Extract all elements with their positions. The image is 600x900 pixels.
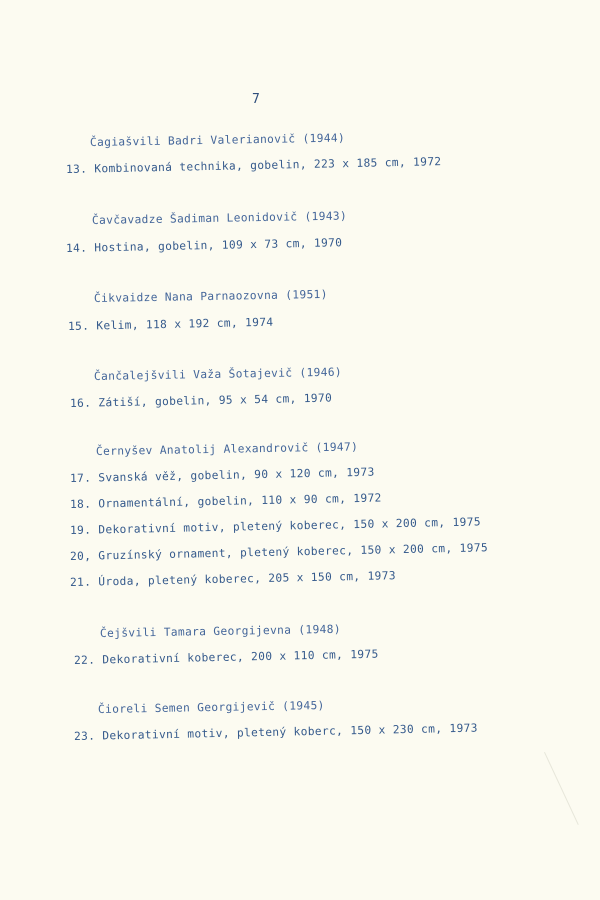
author-name: Čagiašvili Badri Valerianovič (1944) <box>89 131 346 149</box>
work-item: 17. Svanská věž, gobelin, 90 x 120 cm, 1973 <box>69 465 375 485</box>
work-item: 23. Dekorativní motiv, pletený koberc, 150 x 230 cm, 1973 <box>73 721 478 743</box>
author-name: Černyšev Anatolij Alexandrovič (1947) <box>95 440 359 458</box>
work-item: 16. Zátiší, gobelin, 95 x 54 cm, 1970 <box>69 391 333 410</box>
work-item: 15. Kelim, 118 x 192 cm, 1974 <box>67 315 274 333</box>
author-name: Čikvaidze Nana Parnaozovna (1951) <box>93 287 328 305</box>
author-name: Čioreli Semen Georgijevič (1945) <box>97 699 325 716</box>
author-name: Čejšvili Tamara Georgijevna (1948) <box>99 622 341 640</box>
page-number: 7 <box>252 92 260 107</box>
work-item: 22. Dekorativní koberec, 200 x 110 cm, 1975 <box>73 647 379 667</box>
work-item: 19. Dekorativní motiv, pletený koberec, 150 x 200 cm, 1975 <box>69 515 482 537</box>
work-item: 14. Hostina, gobelin, 109 x 73 cm, 1970 <box>65 236 343 255</box>
author-name: Čavčavadze Šadiman Leonidovič (1943) <box>91 209 348 227</box>
work-item: 21. Úroda, pletený koberec, 205 x 150 cm, 1973 <box>69 569 397 589</box>
work-item: 20, Gruzínský ornament, pletený koberec, 150 x 200 cm, 1975 <box>69 541 489 563</box>
paper-fold-mark <box>544 735 600 825</box>
author-name: Čančalejšvili Važa Šotajevič (1946) <box>93 365 343 383</box>
work-item: 18. Ornamentální, gobelin, 110 x 90 cm, 1972 <box>69 491 382 511</box>
work-item: 13. Kombinovaná technika, gobelin, 223 x 185 cm, 1972 <box>65 155 442 176</box>
